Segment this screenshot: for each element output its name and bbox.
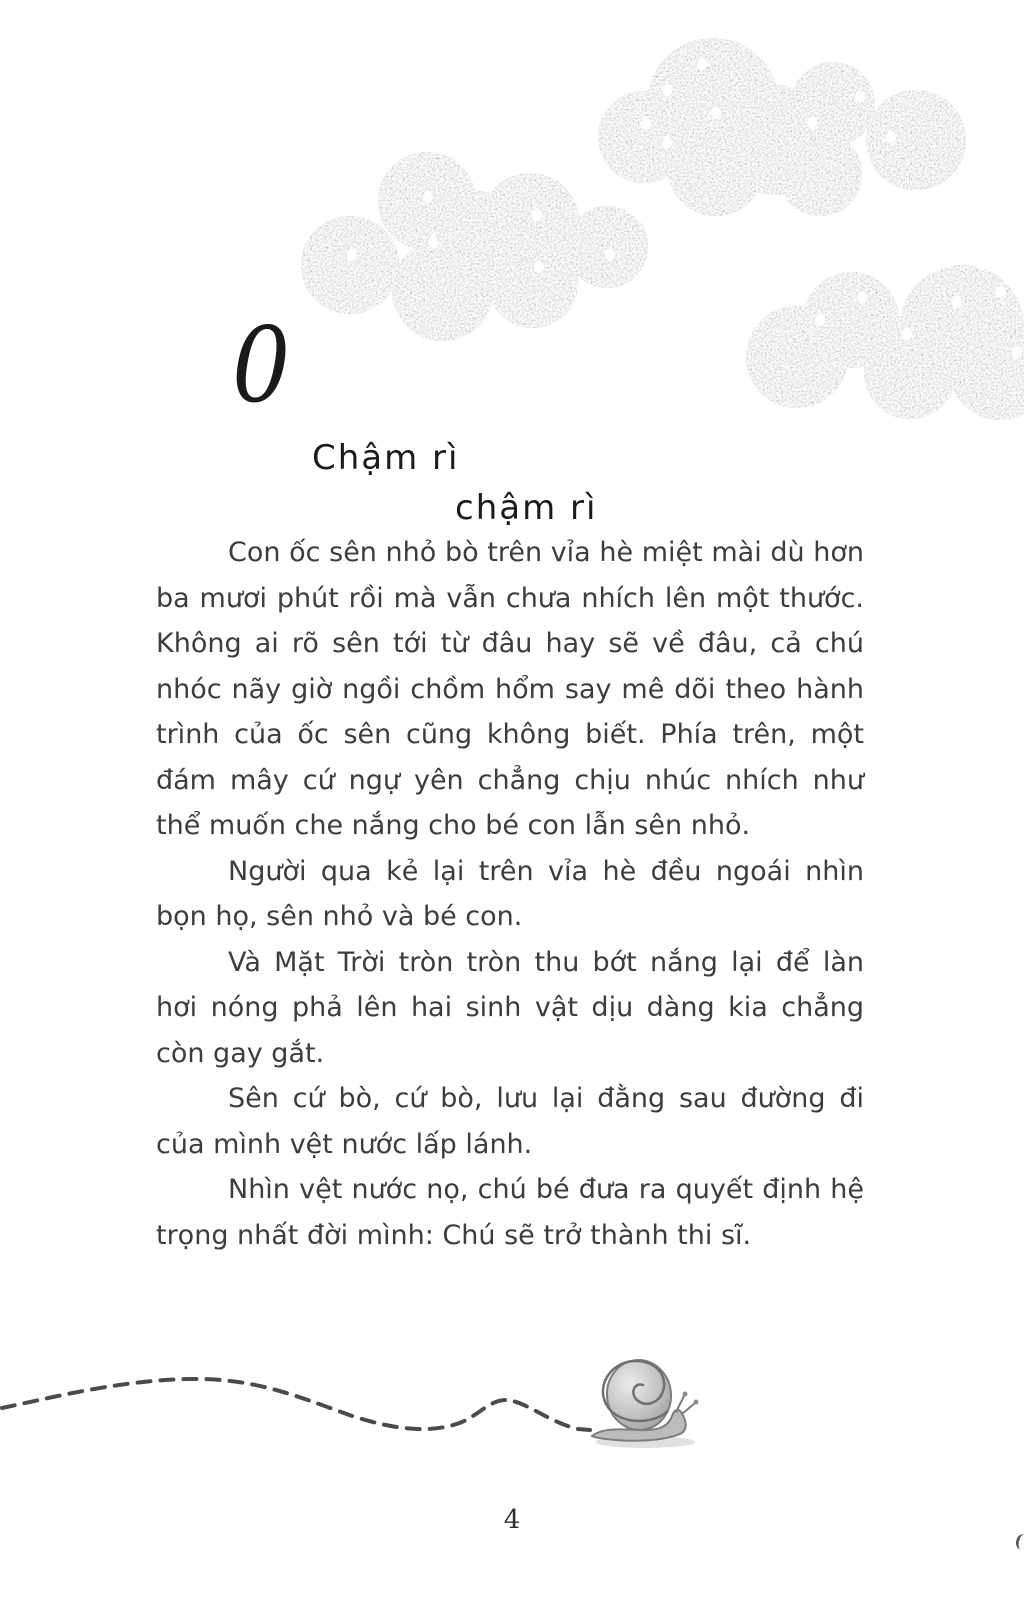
snail-scene	[0, 1330, 1024, 1470]
snail-illustration	[592, 1357, 699, 1448]
page-edge-artifact	[1014, 1533, 1024, 1551]
body-paragraph: Con ốc sên nhỏ bò trên vỉa hè miệt mài dù hơn ba mươi phút rồi mà vẫn chưa nhích lên một thước. Không ai rõ sên tới từ đâu hay sẽ về đâu, cả chú nhóc nãy giờ ngồi chồm hổm say mê dõi theo hành trình của ốc sên cũng không biết. Phía trên, một đám mây cứ ngự yên chẳng chịu nhúc nhích như thể muốn che nắng cho bé con lẫn sên nhỏ.	[156, 537, 864, 841]
chapter-title-line2: chậm rì	[455, 488, 598, 528]
cloud-middle-left-illustration	[301, 152, 648, 341]
page-number: 4	[503, 1505, 521, 1535]
cloud-bottom-right-illustration	[746, 265, 1024, 420]
snail-trail-path	[2, 1379, 590, 1430]
body-paragraph: Nhìn vệt nước nọ, chú bé đưa ra quyết định hệ trọng nhất đời mình: Chú sẽ trở thành thi sĩ.	[156, 1174, 864, 1251]
clouds-illustration	[0, 0, 1024, 430]
body-paragraph: Sên cứ bò, cứ bò, lưu lại đằng sau đường đi của mình vệt nước lấp lánh.	[156, 1083, 864, 1160]
body-paragraph: Người qua kẻ lại trên vỉa hè đều ngoái nhìn bọn họ, sên nhỏ và bé con.	[156, 855, 864, 932]
cloud-top-right-illustration	[598, 38, 966, 216]
chapter-number: 0	[232, 304, 291, 426]
chapter-title-line1: Chậm rì	[312, 438, 460, 478]
body-paragraph: Và Mặt Trời tròn tròn thu bớt nắng lại để làn hơi nóng phả lên hai sinh vật dịu dàng kia chẳng còn gay gắt.	[156, 946, 864, 1069]
body-text	[156, 530, 864, 1258]
